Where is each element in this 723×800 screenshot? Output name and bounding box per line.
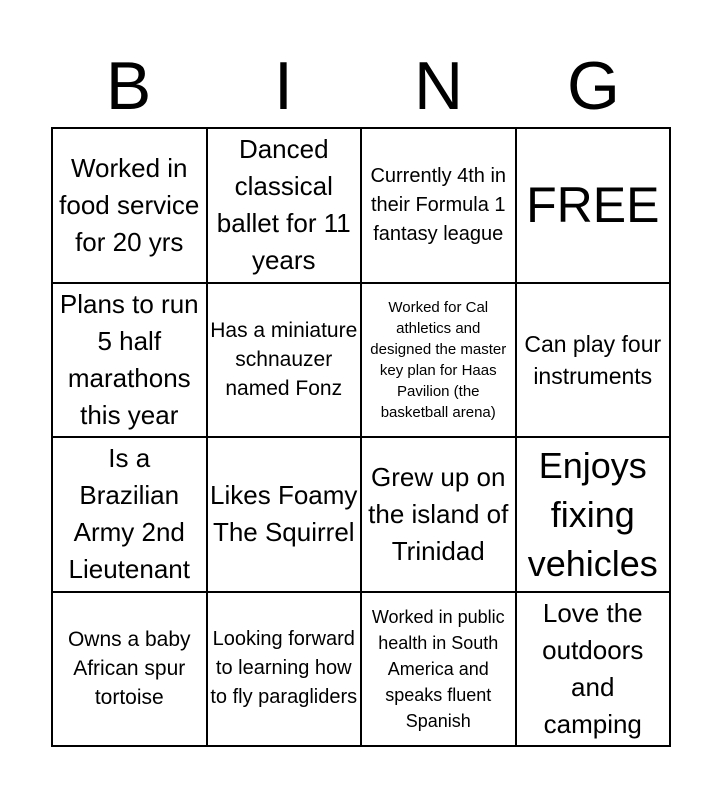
cell-text: Love the outdoors and camping [542,597,644,739]
cell-text: Owns a baby African spur tortoise [67,628,191,710]
cell-text: Danced classical ballet for 11 years [216,134,351,276]
bingo-cell-r1c4-free[interactable] [516,128,671,283]
bingo-cell-r1c1[interactable] [52,128,207,283]
cell-text: Likes Foamy The Squirrel [210,480,358,548]
bingo-cell-r2c2[interactable] [207,283,362,438]
cell-text: Grew up on the island of Trinidad [368,461,509,566]
header-letter-n: N [413,48,464,124]
header-letter-i: I [274,48,293,124]
bingo-cell-r1c3[interactable] [361,128,516,283]
cell-text: Can play four instruments [524,330,662,389]
bingo-cell-r4c2[interactable] [207,592,362,747]
cell-text: Worked for Cal athletics and designed the master key plan for Haas Pavilion (the basketball arena) [370,298,507,421]
bingo-cell-r2c4[interactable] [516,283,671,438]
bingo-cell-r3c1[interactable] [52,437,207,592]
bingo-cell-r3c2[interactable] [207,437,362,592]
bingo-cell-r4c3[interactable] [361,592,516,747]
cell-text: Worked in food service for 20 yrs [59,152,200,257]
free-space-label: FREE [526,177,660,234]
header-letter-b: B [105,48,152,124]
cell-text: Looking forward to learning how to fly paragliders [210,628,358,709]
cell-text: Plans to run 5 half marathons this year [59,288,199,430]
bingo-cell-r4c1[interactable] [52,592,207,747]
bingo-cell-r2c1[interactable] [52,283,207,438]
header-letter-g: G [567,48,620,124]
cell-text: Is a Brazilian Army 2nd Lieutenant [68,443,190,585]
cell-text: Worked in public health in South America and speaks fluent Spanish [371,606,505,731]
bingo-board [51,127,671,747]
bingo-cell-r2c3[interactable] [361,283,516,438]
bingo-cell-r3c4[interactable] [516,437,671,592]
cell-text: Enjoys fixing vehicles [527,444,658,584]
bingo-cell-r4c4[interactable] [516,592,671,747]
bingo-cell-r3c3[interactable] [361,437,516,592]
cell-text: Has a miniature schnauzer named Fonz [210,319,358,401]
bingo-cell-r1c2[interactable] [207,128,362,283]
bingo-header [51,44,671,128]
cell-text: Currently 4th in their Formula 1 fantasy league [370,164,507,245]
